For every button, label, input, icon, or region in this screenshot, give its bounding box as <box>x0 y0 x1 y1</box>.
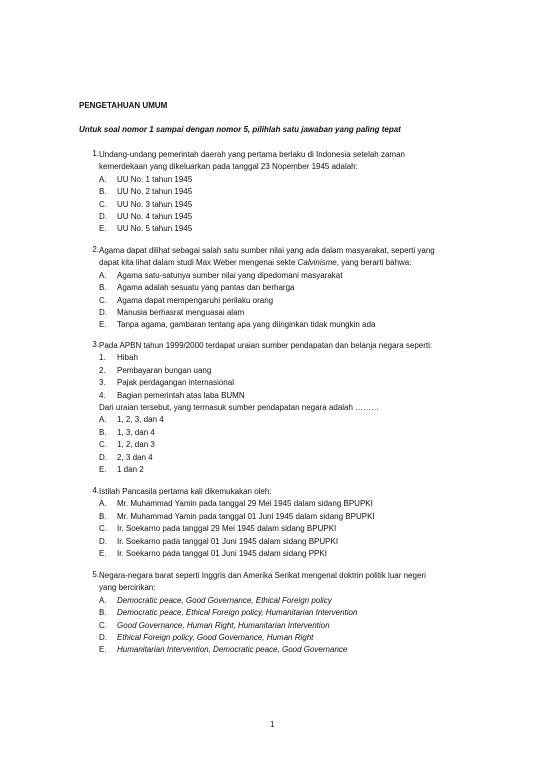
list-item <box>99 365 474 377</box>
item-text: Hibah <box>117 353 138 363</box>
page-number: 1 <box>270 720 275 729</box>
option-text: Mr. Muhammad Yamin pada tanggal 29 Mei 1945 dalam sidang BPUPKI <box>117 499 373 509</box>
option-text: Democratic peace, Good Governance, Ethical Foreign policy <box>117 595 332 605</box>
option-a <box>99 174 474 186</box>
stem-italic-term: Calvinisme <box>297 258 337 268</box>
option-text: UU No. 5 tahun 1945 <box>117 224 193 234</box>
question-stem: Negara-negara barat seperti Inggris dan Amerika Serikat mengenal doktrin politik luar negeri <box>99 571 426 580</box>
option-text: UU No. 3 tahun 1945 <box>117 199 193 209</box>
question-number: 1. <box>92 149 99 158</box>
option-label: B. <box>99 511 107 521</box>
item-number: 3. <box>99 378 106 388</box>
question-body <box>99 486 474 560</box>
option-label: B. <box>99 427 107 437</box>
option-d <box>99 536 474 548</box>
item-text: Pajak perdagangan internasional <box>117 378 234 388</box>
instruction-text: Untuk soal nomor 1 sampai dengan nomor 5, pilihlah satu jawaban yang paling tepat <box>79 125 401 134</box>
option-text: 1, 2, dan 3 <box>117 440 155 450</box>
option-label: C. <box>99 620 107 630</box>
option-e <box>99 223 474 235</box>
option-text: Agama dapat mempengaruhi perilaku orang <box>117 295 274 305</box>
option-label: D. <box>99 211 107 221</box>
question-stem: kemerdekaan yang dikeluarkan pada tanggal 23 Nopember 1945 adalah: <box>99 162 358 172</box>
option-text: UU No. 4 tahun 1945 <box>117 211 193 221</box>
option-c <box>99 295 474 307</box>
option-label: C. <box>99 295 107 305</box>
option-b <box>99 186 474 198</box>
option-text: Manusia berhasrat menguasai alam <box>117 307 245 317</box>
option-label: E. <box>99 548 107 558</box>
option-label: D. <box>99 536 107 546</box>
question-stem: Undang-undang pemerintah daerah yang pertama berlaku di Indonesia setelah zaman <box>99 150 405 159</box>
question-stem: Agama dapat dilihat sebagai salah satu sumber nilai yang ada dalam masyarakat, seperti yang <box>99 246 435 255</box>
stem-text: , yang berarti bahwa: <box>336 258 412 268</box>
item-text: Bagian pemerintah atas laba BUMN <box>117 390 245 400</box>
option-text: 2, 3 dan 4 <box>117 452 153 462</box>
option-d <box>99 211 474 223</box>
option-c <box>99 439 474 451</box>
option-b <box>99 607 474 619</box>
option-label: B. <box>99 283 107 293</box>
option-text: Ethical Foreign policy, Good Governance, Human Right <box>117 632 314 642</box>
option-text: Agama satu-satunya sumber nilai yang dipedomani masyarakat <box>117 270 343 280</box>
item-text: Pembayaran bungan uang <box>117 365 212 375</box>
item-number: 2. <box>99 365 106 375</box>
option-text: Democratic peace, Ethical Foreign policy, Humanitarian Intervention <box>117 608 358 618</box>
item-number: 1. <box>99 353 106 363</box>
list-item <box>99 377 474 389</box>
section-heading: PENGETAHUAN UMUM <box>79 101 168 110</box>
option-text: Good Governance, Human Right, Humanitarian Intervention <box>117 620 330 630</box>
option-label: D. <box>99 307 107 317</box>
option-text: 1, 3, dan 4 <box>117 427 155 437</box>
question-body <box>99 245 474 332</box>
option-text: Ir. Soekarno pada tanggal 01 Juni 1945 dalam sidang PPKI <box>117 548 327 558</box>
option-e <box>99 319 474 331</box>
option-text: Mr. Muhammad Yamin pada tanggal 01 Juni 1945 dalam sidang BPUPKI <box>117 511 375 521</box>
option-b <box>99 427 474 439</box>
option-c <box>99 523 474 535</box>
question-stem: Istilah Pancasila pertama kali dikemukakan oleh: <box>99 487 272 496</box>
question-stem <box>99 257 474 269</box>
option-text: Ir. Soekarno pada tanggal 01 Juni 1945 dalam sidang BPUPKI <box>117 536 339 546</box>
option-label: E. <box>99 320 107 330</box>
option-text: UU No. 2 tahun 1945 <box>117 187 193 197</box>
option-label: C. <box>99 199 107 209</box>
item-number: 4. <box>99 390 106 400</box>
option-label: A. <box>99 595 107 605</box>
question-stem: yang bercirikan: <box>99 583 156 593</box>
option-label: C. <box>99 524 107 534</box>
option-label: B. <box>99 608 107 618</box>
list-item <box>99 352 474 364</box>
option-label: B. <box>99 187 107 197</box>
option-label: D. <box>99 632 107 642</box>
option-label: E. <box>99 464 107 474</box>
option-label: D. <box>99 452 107 462</box>
option-label: E. <box>99 224 107 234</box>
question-number: 3. <box>92 340 99 349</box>
question-body <box>99 340 474 476</box>
question-number: 2. <box>92 245 99 254</box>
option-e <box>99 464 474 476</box>
option-text: UU No. 1 tahun 1945 <box>117 174 193 184</box>
option-c <box>99 620 474 632</box>
option-text: Tanpa agama, gambaran tentang apa yang diinginkan tidak mungkin ada <box>117 320 376 330</box>
option-a <box>99 414 474 426</box>
option-text: 1, 2, 3, dan 4 <box>117 415 164 425</box>
option-e <box>99 644 474 656</box>
option-e <box>99 548 474 560</box>
option-b <box>99 511 474 523</box>
option-a <box>99 270 474 282</box>
option-d <box>99 307 474 319</box>
question-stem: Pada APBN tahun 1999/2000 terdapat uraian sumber pendapatan dan belanja negara seperti: <box>99 341 433 350</box>
option-text: 1 dan 2 <box>117 464 144 474</box>
list-item <box>99 390 474 402</box>
question-body <box>99 149 474 236</box>
option-a <box>99 595 474 607</box>
option-d <box>99 632 474 644</box>
option-label: A. <box>99 499 107 509</box>
option-label: C. <box>99 440 107 450</box>
question-body <box>99 570 474 657</box>
option-label: E. <box>99 645 107 655</box>
question-stem: Dari uraian tersebut, yang termasuk sumber pendapatan negara adalah ……… <box>99 402 380 412</box>
option-label: A. <box>99 270 107 280</box>
option-label: A. <box>99 174 107 184</box>
option-b <box>99 282 474 294</box>
option-text: Agama adalah sesuatu yang pantas dan berharga <box>117 283 295 293</box>
option-d <box>99 452 474 464</box>
option-text: Humanitarian Intervention, Democratic peace, Good Governance <box>117 645 348 655</box>
question-number: 4. <box>92 486 99 495</box>
option-text: Ir. Soekarno pada tanggal 29 Mei 1945 dalam sidang BPUPKI <box>117 524 337 534</box>
option-a <box>99 498 474 510</box>
option-c <box>99 199 474 211</box>
option-label: A. <box>99 415 107 425</box>
stem-text: dapat kita lihat dalam studi Max Weber mengenai sekte <box>99 258 298 268</box>
question-number: 5. <box>92 570 99 579</box>
